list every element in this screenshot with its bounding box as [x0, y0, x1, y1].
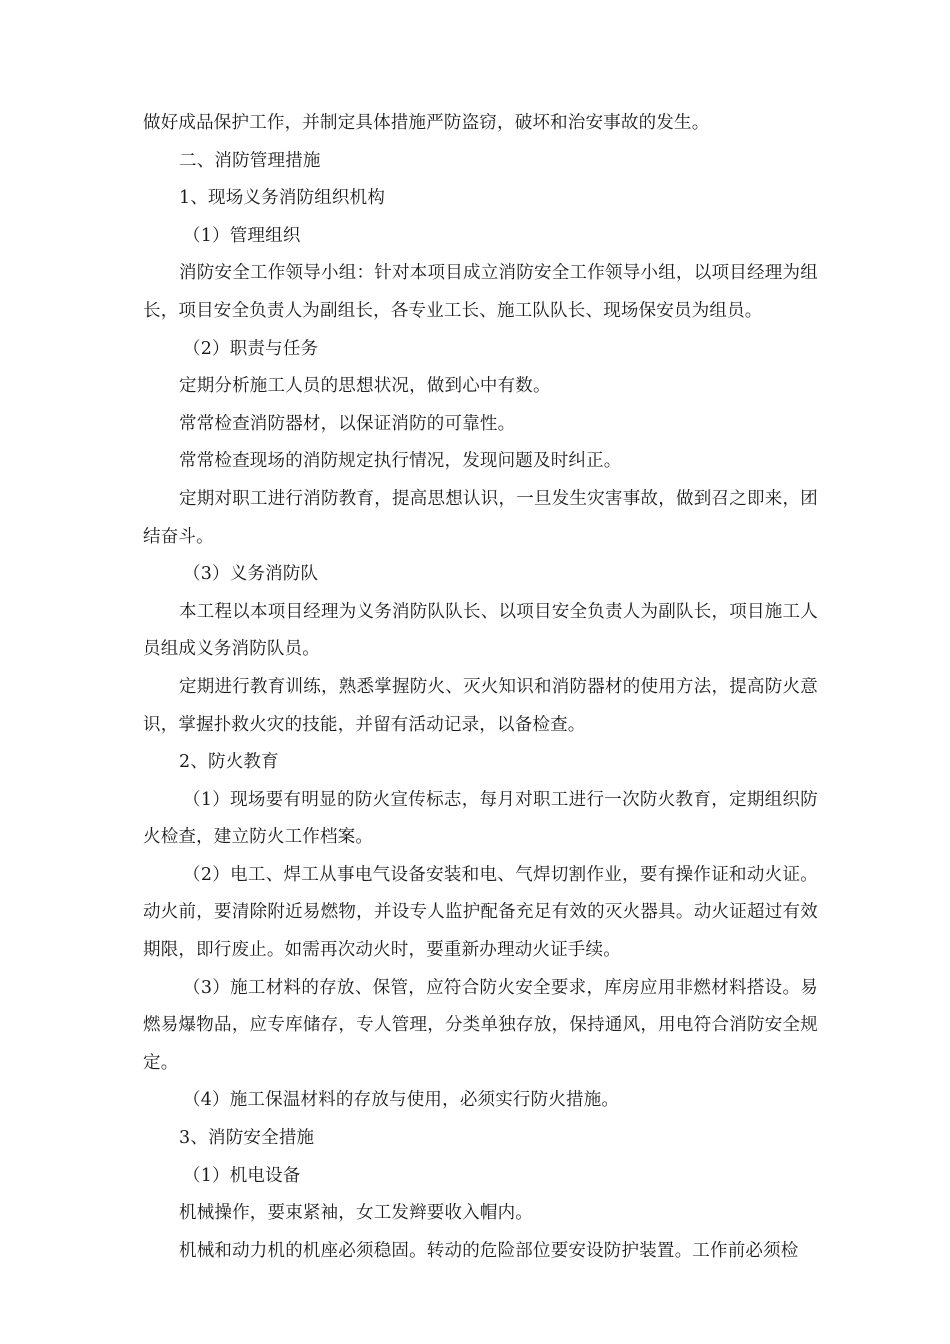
document-body: [143, 105, 818, 1270]
subsection-heading-safety-measures: 3、消防安全措施: [179, 1128, 315, 1149]
paragraph-education-item-3: （3）施工材料的存放、保管，应符合防火安全要求，库房应用非燃材料搭设。易燃易爆物品，应专库储存，专人管理，分类单独存放，保持通风，用电符合消防安全规定。: [143, 977, 818, 1073]
paragraph-education-item-2: （2）电工、焊工从事电气设备安装和电、气焊切割作业，要有操作证和动火证。动火前，要清除附近易燃物，并设专人监护配备充足有效的灭火器具。动火证超过有效期限，即行废止。如需再次动火时，要重新办理动火证手续。: [143, 864, 818, 961]
paragraph-team-composition: 本工程以本项目经理为义务消防队队长、以项目安全负责人为副队长，项目施工人员组成义务消防队员。: [143, 601, 818, 660]
item-heading-volunteer-team: （3）义务消防队: [183, 564, 319, 585]
paragraph-duty-check-rules: 常常检查现场的消防规定执行情况，发现问题及时纠正。: [179, 451, 622, 472]
item-heading-management-org: （1）管理组织: [183, 225, 301, 246]
paragraph-duty-education: 定期对职工进行消防教育，提高思想认识，一旦发生灾害事故，做到召之即来，团结奋斗。: [143, 488, 818, 547]
section-heading-fire-management: 二、消防管理措施: [179, 150, 321, 171]
paragraph-leadership-group: 消防安全工作领导小组：针对本项目成立消防安全工作领导小组，以项目经理为组长，项目安全负责人为副组长，各专业工长、施工队队长、现场保安员为组员。: [143, 263, 818, 321]
paragraph-duty-check-equipment: 常常检查消防器材，以保证消防的可靠性。: [179, 413, 516, 434]
paragraph-team-training: 定期进行教育训练，熟悉掌握防火、灭火知识和消防器材的使用方法，提高防火意识，掌握扑救火灾的技能，并留有活动记录，以备检查。: [143, 676, 818, 735]
subsection-heading-fire-education: 2、防火教育: [179, 752, 279, 773]
item-heading-electromechanical: （1）机电设备: [183, 1165, 301, 1186]
paragraph-continuation: 做好成品保护工作，并制定具体措施严防盗窃，破坏和治安事故的发生。: [143, 113, 710, 133]
paragraph-education-item-1: （1）现场要有明显的防火宣传标志，每月对职工进行一次防火教育，定期组织防火检查，建立防火工作档案。: [143, 789, 818, 848]
paragraph-machine-operation: 机械操作，要束紧袖，女工发辫要收入帽内。: [179, 1203, 533, 1224]
subsection-heading-volunteer-fire-org: 1、现场义务消防组织机构: [179, 188, 386, 209]
paragraph-machine-base: 机械和动力机的机座必须稳固。转动的危险部位要安设防护装置。工作前必须检: [179, 1240, 799, 1261]
paragraph-duty-analyze: 定期分析施工人员的思想状况，做到心中有数。: [179, 376, 551, 397]
paragraph-education-item-4: （4）施工保温材料的存放与使用，必须实行防火措施。: [183, 1090, 620, 1111]
item-heading-duties-tasks: （2）职责与任务: [183, 338, 319, 359]
